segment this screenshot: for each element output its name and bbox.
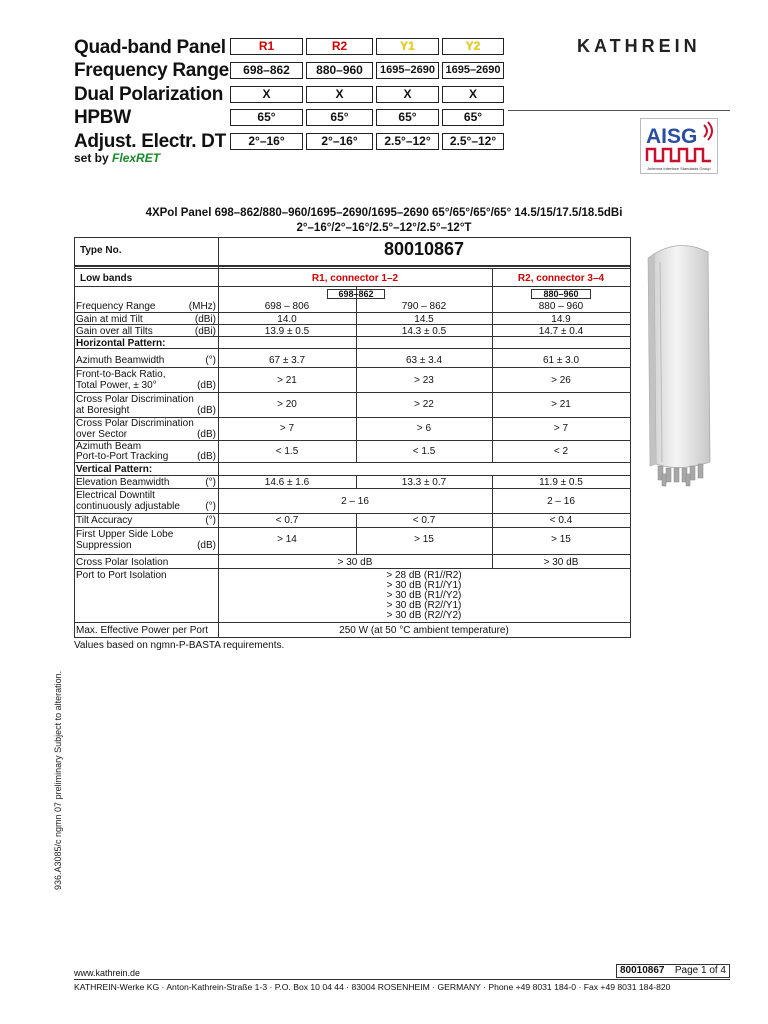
row-elevation-v1: 14.6 ± 1.6: [264, 477, 310, 488]
row-sidelobe-label2: Suppression: [76, 540, 132, 551]
row-tracking-v1: < 1.5: [275, 446, 299, 457]
freq-y2: 1695–2690: [442, 62, 504, 79]
low-bands-label: Low bands: [80, 273, 133, 284]
row-gain-all-v2: 14.3 ± 0.5: [401, 326, 447, 337]
row-port-iso-value-5: > 30 dB (R2//Y2): [386, 610, 462, 621]
row-elevation-v3: 11.9 ± 0.5: [539, 477, 583, 488]
row-gain-mid-label: Gain at mid Tilt: [76, 314, 143, 325]
row-gain-mid-unit: (dBi): [194, 314, 216, 325]
footer-type-no: 80010867: [620, 965, 665, 976]
row-elevation-v2: 13.3 ± 0.7: [401, 477, 447, 488]
type-no-label: Type No.: [80, 245, 122, 256]
freq-r2: 880–960: [306, 62, 373, 79]
row-gain-mid-v1: 14.0: [277, 314, 297, 325]
freq-y1: 1695–2690: [376, 62, 439, 79]
row-tilt-acc-v1: < 0.7: [275, 515, 299, 526]
row-ftb-unit: (dB): [197, 380, 216, 391]
row-freq-unit: (MHz): [188, 301, 216, 312]
footer-address: KATHREIN-Werke KG · Anton-Kathrein-Straße 1-3 · P.O. Box 10 04 44 · 83004 ROSENHEIM · GERMANY · Phone +49 8031 184-0 · Fax +49 8031 184-820: [74, 982, 671, 992]
row-gain-all-v1: 13.9 ± 0.5: [264, 326, 310, 337]
hpbw-r1: 65°: [230, 109, 303, 126]
header-label-dual-polarization: Dual Polarization: [74, 84, 224, 105]
row-tilt-acc-unit: (°): [205, 515, 216, 526]
row-cross-iso-label: Cross Polar Isolation: [76, 557, 169, 568]
row-downtilt-label1: Electrical Downtilt: [76, 490, 155, 501]
row-cpd-sector-label1: Cross Polar Discrimination: [76, 418, 194, 429]
tilt-y2: 2.5°–12°: [442, 133, 504, 150]
header-label-quad-band: Quad-band Panel: [74, 37, 226, 58]
band-y1: Y1: [376, 38, 439, 55]
hpbw-y1: 65°: [376, 109, 439, 126]
type-no-value: 80010867: [383, 239, 465, 259]
table-note: Values based on ngmn-P-BASTA requirements.: [74, 640, 285, 651]
row-tilt-acc-v2: < 0.7: [412, 515, 436, 526]
row-cpd-bore-v3: > 21: [551, 399, 571, 410]
row-elevation-unit: (°): [205, 477, 216, 488]
row-sidelobe-unit: (dB): [197, 540, 216, 551]
row-ftb-v3: > 26: [551, 375, 571, 386]
row-sidelobe-v1: > 14: [277, 534, 297, 545]
r1-header: R1, connector 1–2: [311, 273, 399, 284]
vertical-pattern-heading: Vertical Pattern:: [76, 464, 153, 475]
footer-page-box: [616, 964, 730, 978]
row-tracking-label2: Port-to-Port Tracking: [76, 451, 169, 462]
row-freq-v1: 698 – 806: [264, 301, 310, 312]
aisg-logo-graphic: [641, 119, 717, 173]
row-downtilt-unit: (°): [205, 501, 216, 512]
row-freq-v2: 790 – 862: [401, 301, 447, 312]
aisg-logo-text: AISG: [646, 125, 698, 148]
row-azimuth-v1: 67 ± 3.7: [268, 355, 306, 366]
row-cpd-bore-unit: (dB): [197, 405, 216, 416]
aisg-logo: [640, 118, 718, 174]
row-cross-iso-v3: > 30 dB: [543, 557, 579, 568]
row-sidelobe-v3: > 15: [551, 534, 571, 545]
row-tracking-v3: < 2: [553, 446, 569, 457]
pol-r2: X: [306, 86, 373, 103]
row-tilt-acc-label: Tilt Accuracy: [76, 515, 133, 526]
band-y2: Y2: [442, 38, 504, 55]
pol-r1: X: [230, 86, 303, 103]
row-port-iso-label: Port to Port Isolation: [76, 570, 167, 581]
row-max-power-value: 250 W (at 50 °C ambient temperature): [339, 625, 509, 636]
row-cpd-sector-v1: > 7: [279, 423, 295, 434]
header-label-hpbw: HPBW: [74, 107, 131, 128]
product-title-line1: 4XPol Panel 698–862/880–960/1695–2690/1695–2690 65°/65°/65°/65° 14.5/15/17.5/18.5dBi: [145, 207, 623, 219]
row-ftb-v2: > 23: [414, 375, 434, 386]
row-downtilt-v12: 2 – 16: [341, 496, 369, 507]
product-title-line2: 2°–16°/2°–16°/2.5°–12°/2.5°–12°T: [296, 222, 472, 234]
aisg-caption: Antenna Interface Standards Group: [647, 166, 711, 171]
row-ftb-v1: > 21: [277, 375, 297, 386]
row-max-power-label: Max. Effective Power per Port: [76, 625, 209, 636]
horizontal-pattern-heading: Horizontal Pattern:: [76, 338, 166, 349]
row-cpd-bore-v1: > 20: [277, 399, 297, 410]
pol-y2: X: [442, 86, 504, 103]
pol-y1: X: [376, 86, 439, 103]
row-tilt-acc-v3: < 0.4: [549, 515, 573, 526]
header-label-frequency-range: Frequency Range: [74, 60, 229, 81]
row-gain-mid-v2: 14.5: [414, 314, 434, 325]
footer-page-number: Page 1 of 4: [674, 965, 726, 976]
band-r2: R2: [306, 38, 373, 55]
tilt-r2: 2°–16°: [306, 133, 373, 150]
tilt-y1: 2.5°–12°: [376, 133, 439, 150]
set-by-prefix: set by: [74, 151, 109, 165]
row-ftb-label1: Front-to-Back Ratio,: [76, 369, 166, 380]
row-freq-v3: 880 – 960: [538, 301, 584, 312]
row-azimuth-v2: 63 ± 3.4: [405, 355, 443, 366]
row-cpd-sector-v2: > 6: [416, 423, 432, 434]
row-port-iso-value-1: > 28 dB (R1//R2): [386, 570, 462, 581]
row-gain-mid-v3: 14.9: [551, 314, 571, 325]
tilt-r1: 2°–16°: [230, 133, 303, 150]
row-gain-all-label: Gain over all Tilts: [76, 326, 153, 337]
row-downtilt-label2: continuously adjustable: [76, 501, 180, 512]
row-port-iso-value-2: > 30 dB (R1//Y1): [386, 580, 462, 591]
row-cpd-sector-v3: > 7: [553, 423, 569, 434]
row-cpd-sector-label2: over Sector: [76, 429, 128, 440]
hpbw-y2: 65°: [442, 109, 504, 126]
r2-sub-band: 880–960: [531, 289, 591, 299]
row-sidelobe-v2: > 15: [414, 534, 434, 545]
row-gain-all-v3: 14.7 ± 0.4: [538, 326, 584, 337]
row-gain-all-unit: (dBi): [194, 326, 216, 337]
r2-header: R2, connector 3–4: [517, 273, 605, 284]
row-ftb-label2: Total Power, ± 30°: [76, 380, 157, 391]
set-by-line: [74, 151, 160, 165]
row-azimuth-label: Azimuth Beamwidth: [76, 355, 165, 366]
footer-website[interactable]: www.kathrein.de: [74, 968, 141, 978]
freq-r1: 698–862: [230, 62, 303, 79]
row-tracking-v2: < 1.5: [412, 446, 436, 457]
row-cpd-bore-v2: > 22: [414, 399, 434, 410]
row-port-iso-value-4: > 30 dB (R2//Y1): [386, 600, 462, 611]
row-freq-label: Frequency Range: [76, 301, 156, 312]
row-sidelobe-label1: First Upper Side Lobe: [76, 529, 174, 540]
r1-sub-band: 698–862: [327, 289, 385, 299]
row-tracking-unit: (dB): [197, 451, 216, 462]
hpbw-r2: 65°: [306, 109, 373, 126]
row-cpd-sector-unit: (dB): [197, 429, 216, 440]
row-port-iso-value-3: > 30 dB (R1//Y2): [386, 590, 462, 601]
row-cross-iso-v12: > 30 dB: [337, 557, 373, 568]
row-tracking-label1: Azimuth Beam: [76, 441, 142, 452]
band-r1: R1: [230, 38, 303, 55]
row-cpd-bore-label1: Cross Polar Discrimination: [76, 394, 194, 405]
row-azimuth-v3: 61 ± 3.0: [542, 355, 580, 366]
side-note: 936.A3085/c ngmn 07 preliminary Subject to alteration.: [53, 670, 63, 890]
header-rule: [508, 110, 730, 111]
antenna-panel-image: [640, 236, 720, 496]
header-label-tilt: Adjust. Electr. DT: [74, 131, 226, 152]
flexret-brand: FlexRET: [112, 151, 161, 165]
row-azimuth-unit: (°): [205, 355, 216, 366]
row-downtilt-v3: 2 – 16: [547, 496, 575, 507]
kathrein-logo: KATHREIN: [577, 36, 701, 56]
row-elevation-label: Elevation Beamwidth: [76, 477, 170, 488]
row-cpd-bore-label2: at Boresight: [76, 405, 130, 416]
